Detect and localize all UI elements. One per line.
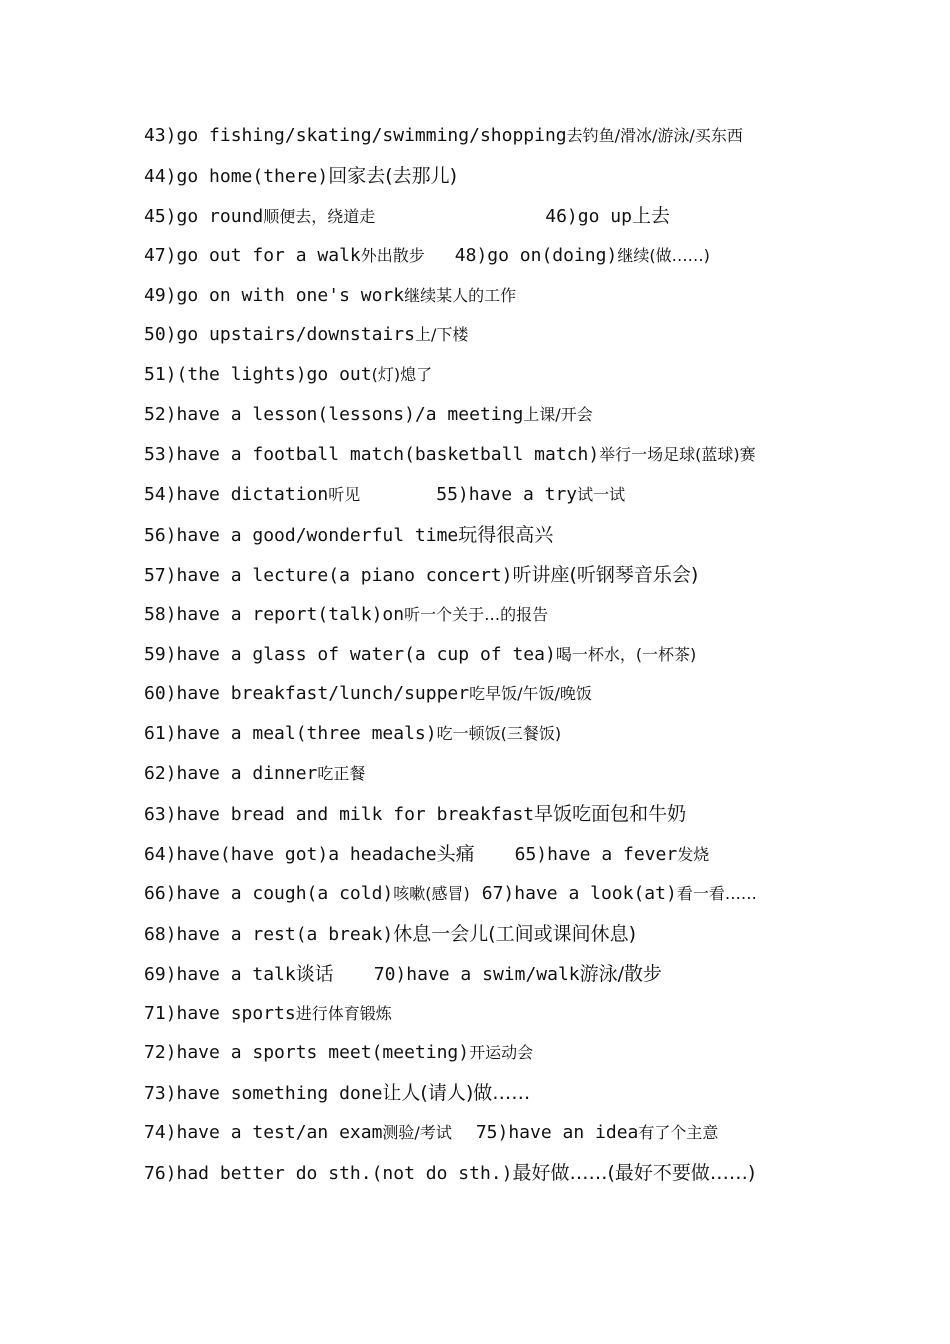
phrase-chinese: 继续(做……) bbox=[617, 245, 710, 265]
phrase-english: 64)have(have got)a headache bbox=[144, 844, 437, 866]
phrase-english: 65)have a fever bbox=[514, 844, 678, 866]
phrase-english: 71)have sports bbox=[144, 1002, 296, 1024]
phrase-english: 73)have something done bbox=[144, 1083, 383, 1105]
phrase-english: 61)have a meal(three meals) bbox=[144, 723, 437, 745]
phrase-line bbox=[144, 718, 824, 758]
phrase-english: 70)have a swim/walk bbox=[373, 963, 580, 985]
phrase-english: 46)go up bbox=[545, 205, 632, 227]
phrase-chinese: (灯)熄了 bbox=[371, 365, 433, 385]
phrase-english: 60)have breakfast/lunch/supper bbox=[144, 683, 470, 705]
phrase-english: 50)go upstairs/downstairs bbox=[144, 324, 415, 346]
phrase-chinese: 游泳/散步 bbox=[579, 962, 663, 985]
phrase-english: 53)have a football match(basketball match) bbox=[144, 444, 600, 466]
phrase-line bbox=[144, 599, 824, 639]
phrase-line bbox=[144, 399, 824, 439]
phrase-chinese: 吃正餐 bbox=[317, 764, 366, 784]
phrase-line bbox=[144, 878, 824, 918]
phrase-chinese: 顺便去，绕道走 bbox=[263, 206, 376, 226]
phrase-english: 49)go on with one's work bbox=[144, 284, 405, 306]
phrase-english: 54)have dictation bbox=[144, 484, 329, 506]
phrase-line bbox=[144, 918, 824, 958]
phrase-english: 48)go on(doing) bbox=[454, 244, 618, 266]
phrase-line bbox=[144, 958, 824, 998]
phrase-chinese: 听讲座(听钢琴音乐会) bbox=[512, 563, 699, 586]
phrase-chinese: 上/下楼 bbox=[414, 325, 469, 345]
phrase-english: 58)have a report(talk)on bbox=[144, 603, 405, 625]
phrase-english: 62)have a dinner bbox=[144, 763, 318, 785]
phrase-line bbox=[144, 359, 824, 399]
phrase-line bbox=[144, 120, 824, 160]
phrase-english: 75)have an idea bbox=[475, 1122, 639, 1144]
phrase-english: 56)have a good/wonderful time bbox=[144, 524, 459, 546]
phrase-english: 69)have a talk bbox=[144, 963, 296, 985]
phrase-chinese: 听见 bbox=[328, 485, 361, 505]
phrase-english: 51)(the lights)go out bbox=[144, 364, 372, 386]
phrase-line bbox=[144, 519, 824, 559]
phrase-chinese: 有了个主意 bbox=[638, 1123, 719, 1143]
phrase-chinese: 玩得很高兴 bbox=[458, 523, 554, 546]
phrase-chinese: 最好做……(最好不要做……) bbox=[512, 1162, 756, 1185]
phrase-chinese: 举行一场足球(蓝球)赛 bbox=[599, 445, 756, 465]
phrase-chinese: 上课/开会 bbox=[523, 405, 593, 425]
phrase-english: 47)go out for a walk bbox=[144, 244, 361, 266]
phrase-line bbox=[144, 1157, 824, 1197]
phrase-chinese: 试一试 bbox=[577, 485, 626, 505]
phrase-line bbox=[144, 798, 824, 838]
phrase-line bbox=[144, 160, 824, 200]
phrase-line bbox=[144, 319, 824, 359]
phrase-chinese: 进行体育锻炼 bbox=[295, 1003, 392, 1023]
phrase-chinese: 让人(请人)做…… bbox=[382, 1082, 531, 1105]
phrase-list bbox=[144, 120, 824, 1197]
phrase-chinese: 休息一会儿(工间或课间休息) bbox=[393, 922, 637, 945]
phrase-english: 43)go fishing/skating/swimming/shopping bbox=[144, 125, 567, 146]
phrase-english: 55)have a try bbox=[436, 484, 578, 506]
phrase-english: 52)have a lesson(lessons)/a meeting bbox=[144, 404, 524, 426]
phrase-line bbox=[144, 439, 824, 479]
phrase-chinese: 看一看…… bbox=[676, 883, 757, 903]
phrase-english: 67)have a look(at) bbox=[481, 882, 677, 904]
phrase-english: 72)have a sports meet(meeting) bbox=[144, 1042, 470, 1064]
phrase-chinese: 测验/考试 bbox=[382, 1123, 452, 1143]
phrase-line bbox=[144, 559, 824, 599]
phrase-line bbox=[144, 838, 824, 878]
phrase-line bbox=[144, 758, 824, 798]
phrase-chinese: 上去 bbox=[631, 204, 670, 227]
phrase-chinese: 喝一杯水，(一杯茶) bbox=[555, 644, 697, 664]
phrase-line bbox=[144, 1077, 824, 1117]
phrase-line bbox=[144, 639, 824, 679]
phrase-english: 45)go round bbox=[144, 205, 264, 227]
phrase-line bbox=[144, 200, 824, 240]
phrase-chinese: 外出散步 bbox=[360, 245, 425, 265]
phrase-chinese: 继续某人的工作 bbox=[404, 285, 517, 305]
phrase-chinese: 吃一顿饭(三餐饭) bbox=[436, 724, 562, 744]
phrase-line bbox=[144, 280, 824, 320]
phrase-line bbox=[144, 678, 824, 718]
phrase-english: 63)have bread and milk for breakfast bbox=[144, 804, 535, 826]
phrase-chinese: 去钓鱼/滑冰/游泳/买东西 bbox=[566, 126, 743, 145]
phrase-line bbox=[144, 479, 824, 519]
phrase-english: 59)have a glass of water(a cup of tea) bbox=[144, 643, 556, 665]
phrase-line bbox=[144, 998, 824, 1038]
phrase-chinese: 谈话 bbox=[295, 962, 334, 985]
phrase-chinese: 发烧 bbox=[677, 845, 710, 865]
phrase-chinese: 听一个关于…的报告 bbox=[404, 604, 549, 624]
phrase-chinese: 早饭吃面包和牛奶 bbox=[534, 803, 687, 826]
phrase-english: 74)have a test/an exam bbox=[144, 1122, 383, 1144]
phrase-chinese: 开运动会 bbox=[469, 1043, 534, 1063]
phrase-line bbox=[144, 1117, 824, 1157]
phrase-chinese: 回家去(去那儿) bbox=[328, 164, 458, 187]
phrase-english: 76)had better do sth.(not do sth.) bbox=[144, 1163, 513, 1185]
phrase-english: 68)have a rest(a break) bbox=[144, 923, 394, 945]
phrase-line bbox=[144, 1037, 824, 1077]
phrase-chinese: 头痛 bbox=[436, 843, 475, 866]
phrase-english: 66)have a cough(a cold) bbox=[144, 882, 394, 904]
phrase-line bbox=[144, 240, 824, 280]
phrase-chinese: 咳嗽(感冒) bbox=[393, 883, 470, 903]
phrase-chinese: 吃早饭/午饭/晚饭 bbox=[469, 684, 592, 704]
phrase-english: 57)have a lecture(a piano concert) bbox=[144, 564, 513, 586]
phrase-english: 44)go home(there) bbox=[144, 165, 329, 187]
